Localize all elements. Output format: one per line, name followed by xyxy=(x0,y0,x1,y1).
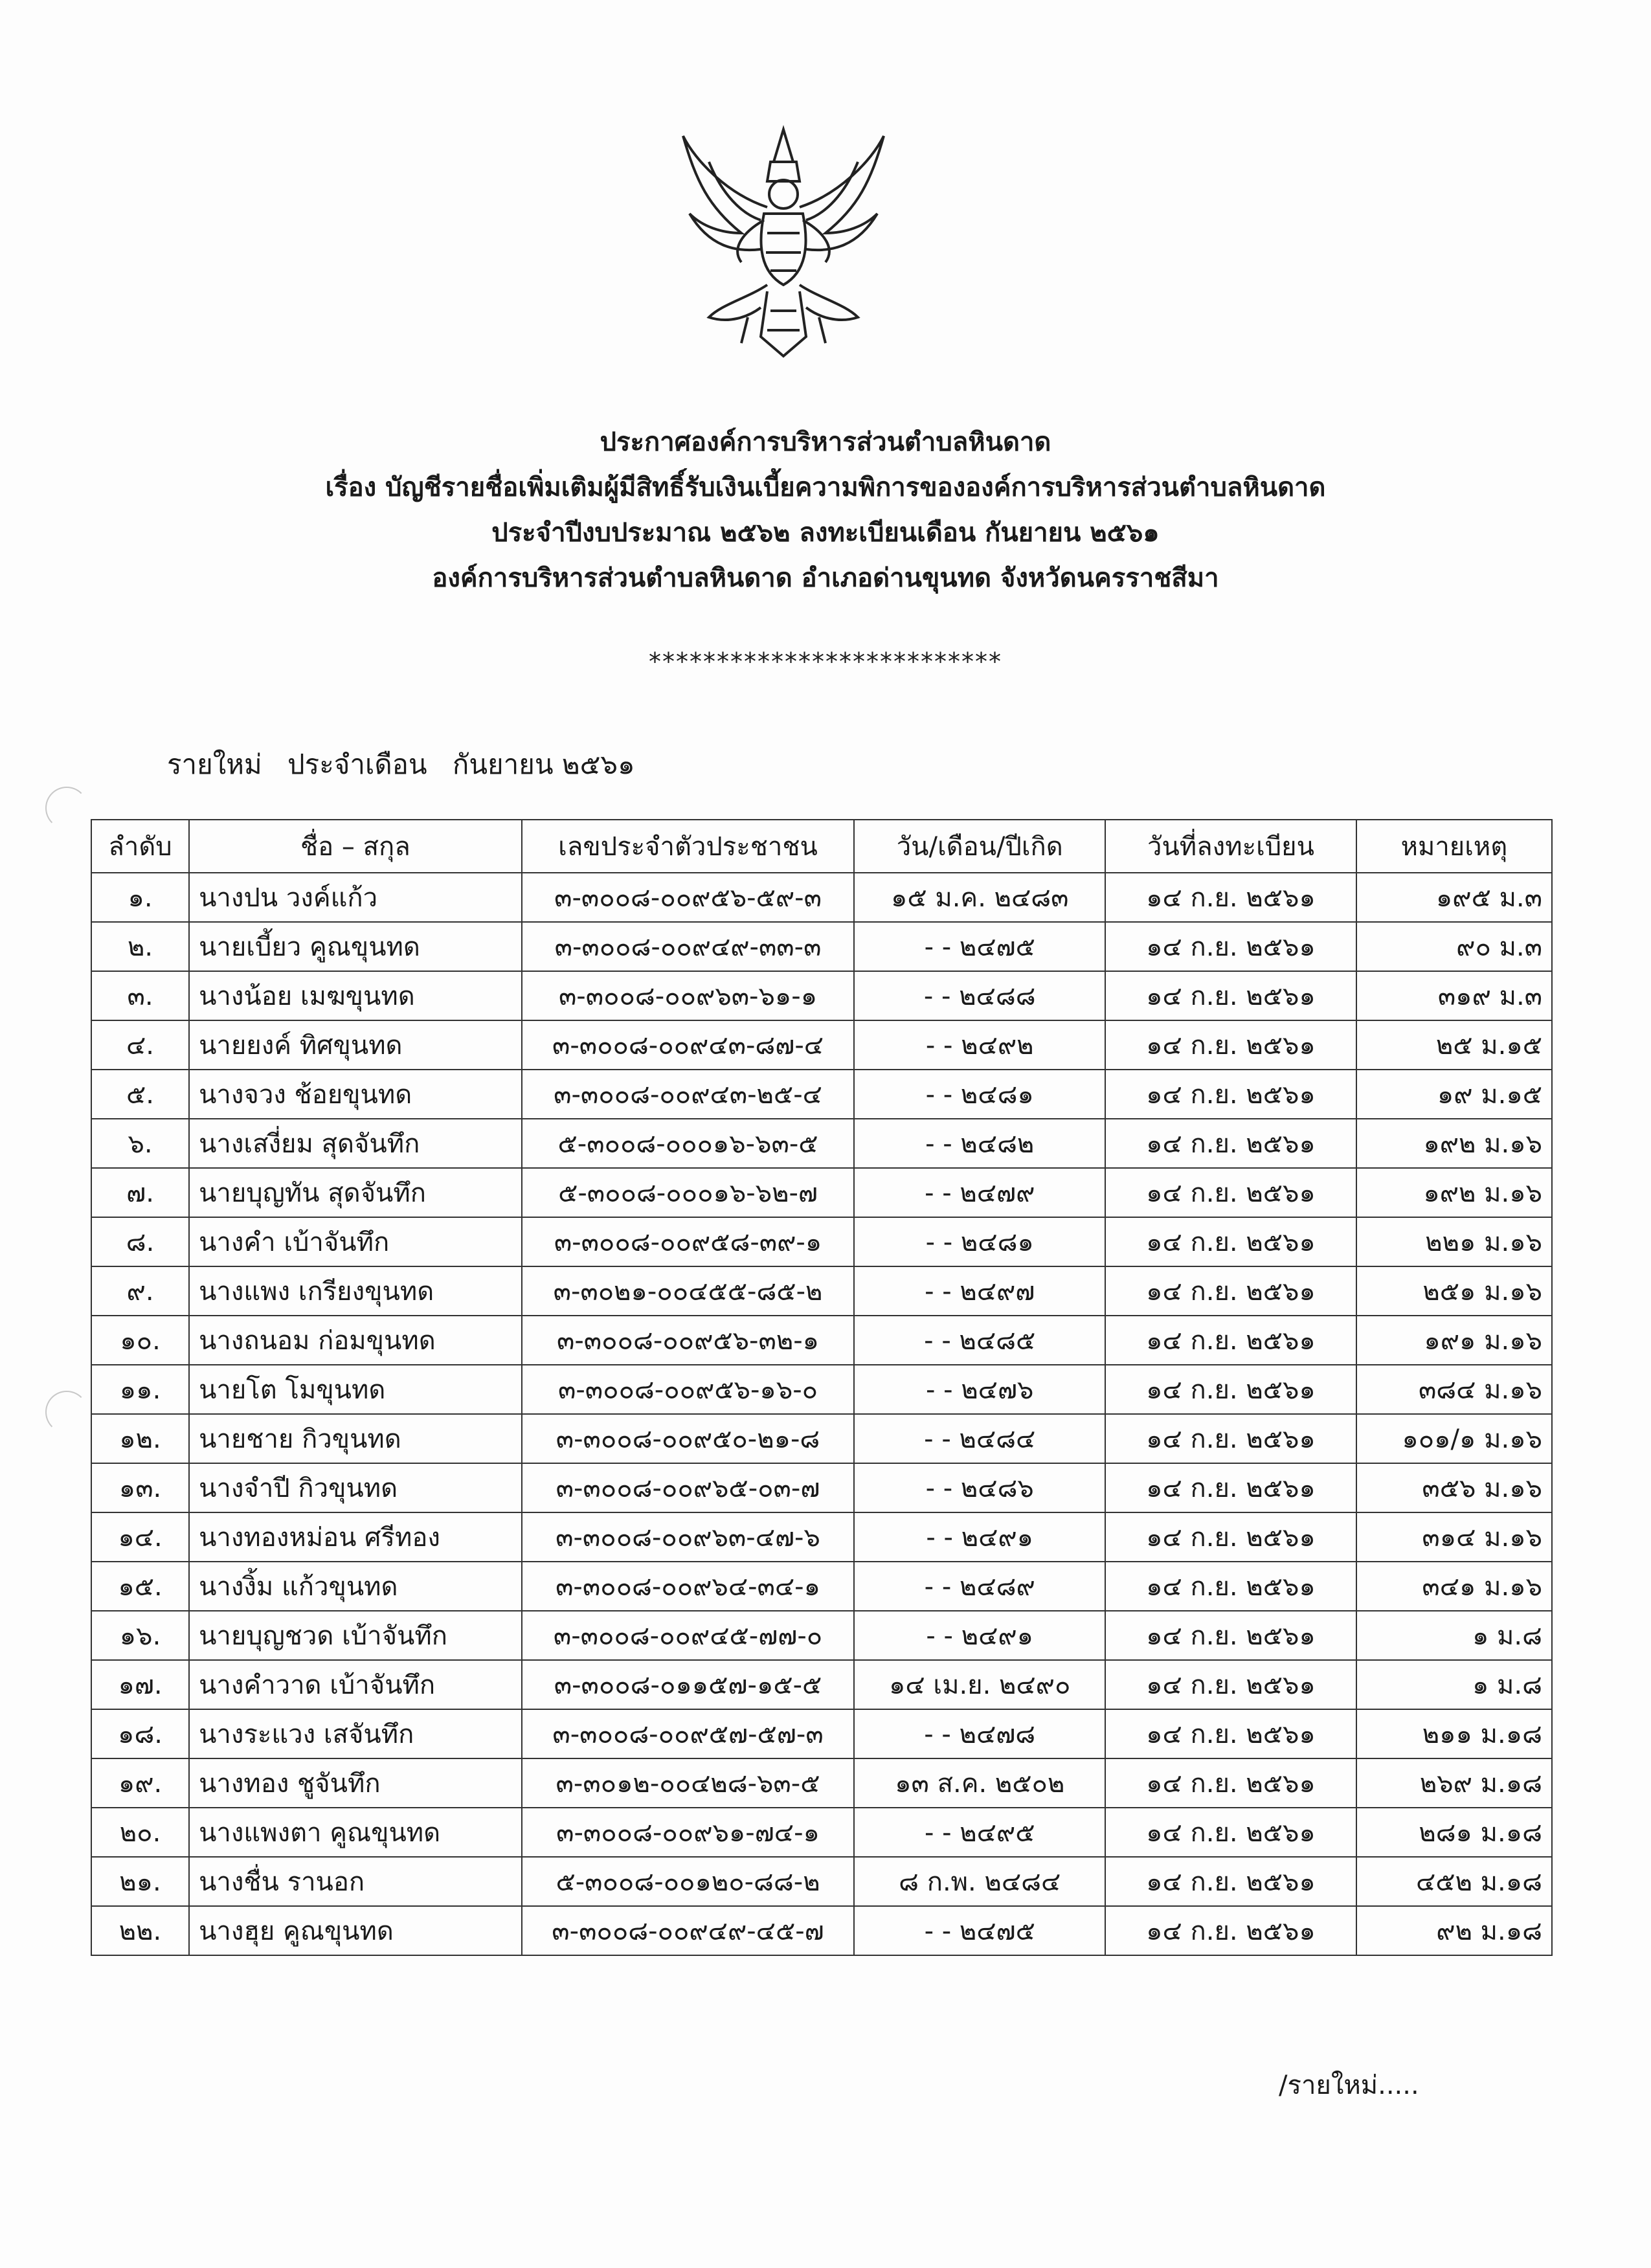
row-remark: ๓๑๙ ม.๓ xyxy=(1356,971,1552,1020)
row-name: นางเสงี่ยม สุดจันทึก xyxy=(189,1119,522,1168)
row-order: ๒. xyxy=(91,922,189,971)
row-remark: ๓๔๑ ม.๑๖ xyxy=(1356,1562,1552,1611)
row-name: นายบุญชวด เบ้าจันทึก xyxy=(189,1611,522,1660)
row-registration-date: ๑๔ ก.ย. ๒๕๖๑ xyxy=(1105,1316,1356,1365)
row-registration-date: ๑๔ ก.ย. ๒๕๖๑ xyxy=(1105,1070,1356,1119)
row-registration-date: ๑๔ ก.ย. ๒๕๖๑ xyxy=(1105,1512,1356,1562)
announcement-subject: เรื่อง บัญชีรายชื่อเพิ่มเติมผู้มีสิทธิ์รับเงินเบี้ยความพิการขององค์การบริหารส่วนตำบลหินดาด xyxy=(325,473,1326,502)
row-order: ๗. xyxy=(91,1168,189,1217)
header-id-number: เลขประจำตัวประชาชน xyxy=(522,820,855,873)
row-id-number: ๓-๓๐๐๘-๐๐๙๔๓-๒๕-๔ xyxy=(522,1070,855,1119)
row-order: ๓. xyxy=(91,971,189,1020)
continuation-note: /รายใหม่..... xyxy=(1279,2071,1419,2100)
row-birth-date: - - ๒๔๘๕ xyxy=(854,1316,1105,1365)
row-registration-date: ๑๔ ก.ย. ๒๕๖๑ xyxy=(1105,1808,1356,1857)
row-id-number: ๓-๓๐๐๘-๐๑๑๕๗-๑๕-๕ xyxy=(522,1660,855,1709)
row-birth-date: - - ๒๔๘๑ xyxy=(854,1070,1105,1119)
row-name: นายชาย กิวขุนทด xyxy=(189,1414,522,1463)
separator: ************************** xyxy=(649,647,1002,676)
row-remark: ๓๕๖ ม.๑๖ xyxy=(1356,1463,1552,1512)
table-row xyxy=(91,1660,1552,1709)
row-registration-date: ๑๔ ก.ย. ๒๕๖๑ xyxy=(1105,1020,1356,1070)
row-id-number: ๓-๓๐๐๘-๐๐๙๔๙-๓๓-๓ xyxy=(522,922,855,971)
row-remark: ๑๙ ม.๑๕ xyxy=(1356,1070,1552,1119)
table-row xyxy=(91,1217,1552,1266)
row-registration-date: ๑๔ ก.ย. ๒๕๖๑ xyxy=(1105,1906,1356,1955)
row-name: นางจำปี กิวขุนทด xyxy=(189,1463,522,1512)
row-name: นางน้อย เมฆขุนทด xyxy=(189,971,522,1020)
row-birth-date: ๑๕ ม.ค. ๒๔๘๓ xyxy=(854,873,1105,922)
row-order: ๑๖. xyxy=(91,1611,189,1660)
row-order: ๑๒. xyxy=(91,1414,189,1463)
table-row xyxy=(91,1758,1552,1808)
row-remark: ๑๙๒ ม.๑๖ xyxy=(1356,1119,1552,1168)
row-name: นายเบี้ยว คูณขุนทด xyxy=(189,922,522,971)
table-row xyxy=(91,1562,1552,1611)
row-birth-date: - - ๒๔๘๑ xyxy=(854,1217,1105,1266)
table-row xyxy=(91,1611,1552,1660)
row-birth-date: - - ๒๔๘๒ xyxy=(854,1119,1105,1168)
row-name: นางฮุย คูณขุนทด xyxy=(189,1906,522,1955)
row-name: นางทองหม่อน ศรีทอง xyxy=(189,1512,522,1562)
row-id-number: ๓-๓๐๒๑-๐๐๔๕๕-๘๕-๒ xyxy=(522,1266,855,1316)
row-registration-date: ๑๔ ก.ย. ๒๕๖๑ xyxy=(1105,1168,1356,1217)
row-birth-date: ๑๔ เม.ย. ๒๔๙๐ xyxy=(854,1660,1105,1709)
row-id-number: ๓-๓๐๐๘-๐๐๙๖๕-๐๓-๗ xyxy=(522,1463,855,1512)
punch-hole-mark xyxy=(45,787,88,829)
row-registration-date: ๑๔ ก.ย. ๒๕๖๑ xyxy=(1105,922,1356,971)
row-birth-date: - - ๒๔๗๖ xyxy=(854,1365,1105,1414)
row-order: ๕. xyxy=(91,1070,189,1119)
section-month-value: กันยายน ๒๕๖๑ xyxy=(452,748,635,780)
row-birth-date: - - ๒๔๗๙ xyxy=(854,1168,1105,1217)
row-id-number: ๓-๓๐๐๘-๐๐๙๕๖-๓๒-๑ xyxy=(522,1316,855,1365)
row-name: นางระแวง เสจันทึก xyxy=(189,1709,522,1758)
row-remark: ๒๒๑ ม.๑๖ xyxy=(1356,1217,1552,1266)
row-registration-date: ๑๔ ก.ย. ๒๕๖๑ xyxy=(1105,971,1356,1020)
row-birth-date: ๘ ก.พ. ๒๔๘๔ xyxy=(854,1857,1105,1906)
row-name: นางงิ้ม แก้วขุนทด xyxy=(189,1562,522,1611)
row-registration-date: ๑๔ ก.ย. ๒๕๖๑ xyxy=(1105,1414,1356,1463)
row-remark: ๑๐๑/๑ ม.๑๖ xyxy=(1356,1414,1552,1463)
row-remark: ๒๕ ม.๑๕ xyxy=(1356,1020,1552,1070)
row-name: นางคำ เบ้าจันทึก xyxy=(189,1217,522,1266)
row-registration-date: ๑๔ ก.ย. ๒๕๖๑ xyxy=(1105,1266,1356,1316)
row-remark: ๓๑๔ ม.๑๖ xyxy=(1356,1512,1552,1562)
row-order: ๘. xyxy=(91,1217,189,1266)
row-birth-date: - - ๒๔๘๔ xyxy=(854,1414,1105,1463)
row-order: ๖. xyxy=(91,1119,189,1168)
row-id-number: ๓-๓๐๐๘-๐๐๙๕๖-๕๙-๓ xyxy=(522,873,855,922)
table-row xyxy=(91,1906,1552,1955)
header-remark: หมายเหตุ xyxy=(1356,820,1552,873)
row-remark: ๑๙๕ ม.๓ xyxy=(1356,873,1552,922)
row-order: ๑๘. xyxy=(91,1709,189,1758)
row-id-number: ๓-๓๐๐๘-๐๐๙๕๐-๒๑-๘ xyxy=(522,1414,855,1463)
row-birth-date: - - ๒๔๘๖ xyxy=(854,1463,1105,1512)
table-row xyxy=(91,1512,1552,1562)
table-row xyxy=(91,1020,1552,1070)
row-registration-date: ๑๔ ก.ย. ๒๕๖๑ xyxy=(1105,1119,1356,1168)
punch-hole-mark xyxy=(45,1391,88,1433)
row-remark: ๒๕๑ ม.๑๖ xyxy=(1356,1266,1552,1316)
row-registration-date: ๑๔ ก.ย. ๒๕๖๑ xyxy=(1105,1217,1356,1266)
table-row xyxy=(91,1709,1552,1758)
registration-table xyxy=(91,819,1553,1956)
row-birth-date: - - ๒๔๗๕ xyxy=(854,1906,1105,1955)
row-order: ๑๓. xyxy=(91,1463,189,1512)
row-id-number: ๓-๓๐๐๘-๐๐๙๕๖-๑๖-๐ xyxy=(522,1365,855,1414)
row-name: นางทอง ชูจันทึก xyxy=(189,1758,522,1808)
row-id-number: ๓-๓๐๐๘-๐๐๙๔๓-๘๗-๔ xyxy=(522,1020,855,1070)
row-birth-date: - - ๒๔๙๑ xyxy=(854,1611,1105,1660)
section-month-label: ประจำเดือน xyxy=(287,748,427,780)
row-id-number: ๓-๓๐๐๘-๐๐๙๕๗-๕๗-๓ xyxy=(522,1709,855,1758)
table-row xyxy=(91,1463,1552,1512)
row-id-number: ๕-๓๐๐๘-๐๐๐๑๖-๖๓-๕ xyxy=(522,1119,855,1168)
row-id-number: ๓-๓๐๐๘-๐๐๙๖๓-๔๗-๖ xyxy=(522,1512,855,1562)
header-name: ชื่อ – สกุล xyxy=(189,820,522,873)
row-remark: ๒๑๑ ม.๑๘ xyxy=(1356,1709,1552,1758)
section-title xyxy=(167,743,652,786)
row-birth-date: - - ๒๔๘๘ xyxy=(854,971,1105,1020)
table-row xyxy=(91,1414,1552,1463)
row-order: ๒๒. xyxy=(91,1906,189,1955)
row-order: ๑๗. xyxy=(91,1660,189,1709)
table-row xyxy=(91,1808,1552,1857)
row-birth-date: - - ๒๔๘๙ xyxy=(854,1562,1105,1611)
row-registration-date: ๑๔ ก.ย. ๒๕๖๑ xyxy=(1105,1857,1356,1906)
row-remark: ๙๒ ม.๑๘ xyxy=(1356,1906,1552,1955)
row-id-number: ๓-๓๐๐๘-๐๐๙๔๙-๔๕-๗ xyxy=(522,1906,855,1955)
row-order: ๑๕. xyxy=(91,1562,189,1611)
row-remark: ๑ ม.๘ xyxy=(1356,1660,1552,1709)
row-id-number: ๓-๓๐๐๘-๐๐๙๖๑-๗๔-๑ xyxy=(522,1808,855,1857)
table-row xyxy=(91,1857,1552,1906)
table-row xyxy=(91,1266,1552,1316)
row-id-number: ๓-๓๐๐๘-๐๐๙๖๔-๓๔-๑ xyxy=(522,1562,855,1611)
row-id-number: ๓-๓๐๐๘-๐๐๙๖๓-๖๑-๑ xyxy=(522,971,855,1020)
row-id-number: ๓-๓๐๐๘-๐๐๙๕๘-๓๙-๑ xyxy=(522,1217,855,1266)
announcement-fiscal-year: ประจำปีงบประมาณ ๒๕๖๒ ลงทะเบียนเดือน กันยายน ๒๕๖๑ xyxy=(491,518,1160,548)
row-name: นายโต โมขุนทด xyxy=(189,1365,522,1414)
row-registration-date: ๑๔ ก.ย. ๒๕๖๑ xyxy=(1105,1463,1356,1512)
row-name: นางถนอม ก่อมขุนทด xyxy=(189,1316,522,1365)
row-remark: ๑ ม.๘ xyxy=(1356,1611,1552,1660)
table-row xyxy=(91,1365,1552,1414)
row-birth-date: - - ๒๔๗๕ xyxy=(854,922,1105,971)
header-birth-date: วัน/เดือน/ปีเกิด xyxy=(854,820,1105,873)
row-birth-date: ๑๓ ส.ค. ๒๕๐๒ xyxy=(854,1758,1105,1808)
row-registration-date: ๑๔ ก.ย. ๒๕๖๑ xyxy=(1105,1611,1356,1660)
row-id-number: ๓-๓๐๐๘-๐๐๙๔๕-๗๗-๐ xyxy=(522,1611,855,1660)
table-row xyxy=(91,1168,1552,1217)
row-name: นางแพง เกรียงขุนทด xyxy=(189,1266,522,1316)
row-registration-date: ๑๔ ก.ย. ๒๕๖๑ xyxy=(1105,1758,1356,1808)
row-name: นางจวง ช้อยขุนทด xyxy=(189,1070,522,1119)
row-name: นางปน วงค์แก้ว xyxy=(189,873,522,922)
row-registration-date: ๑๔ ก.ย. ๒๕๖๑ xyxy=(1105,873,1356,922)
row-birth-date: - - ๒๔๙๒ xyxy=(854,1020,1105,1070)
row-order: ๒๐. xyxy=(91,1808,189,1857)
table-row xyxy=(91,922,1552,971)
row-name: นายบุญทัน สุดจันทึก xyxy=(189,1168,522,1217)
row-registration-date: ๑๔ ก.ย. ๒๕๖๑ xyxy=(1105,1365,1356,1414)
table-row xyxy=(91,971,1552,1020)
row-name: นางแพงตา คูณขุนทด xyxy=(189,1808,522,1857)
row-name: นายยงค์ ทิศขุนทด xyxy=(189,1020,522,1070)
table-row xyxy=(91,1070,1552,1119)
table-row xyxy=(91,873,1552,922)
row-registration-date: ๑๔ ก.ย. ๒๕๖๑ xyxy=(1105,1562,1356,1611)
row-remark: ๔๕๒ ม.๑๘ xyxy=(1356,1857,1552,1906)
row-birth-date: - - ๒๔๙๗ xyxy=(854,1266,1105,1316)
row-name: นางชื่น รานอก xyxy=(189,1857,522,1906)
row-remark: ๑๙๒ ม.๑๖ xyxy=(1356,1168,1552,1217)
row-registration-date: ๑๔ ก.ย. ๒๕๖๑ xyxy=(1105,1709,1356,1758)
row-remark: ๑๙๑ ม.๑๖ xyxy=(1356,1316,1552,1365)
row-id-number: ๓-๓๐๑๒-๐๐๔๒๘-๖๓-๕ xyxy=(522,1758,855,1808)
row-birth-date: - - ๒๔๙๕ xyxy=(854,1808,1105,1857)
announcement-title: ประกาศองค์การบริหารส่วนตำบลหินดาด xyxy=(600,427,1051,457)
row-order: ๑๐. xyxy=(91,1316,189,1365)
header-order: ลำดับ xyxy=(91,820,189,873)
row-order: ๑. xyxy=(91,873,189,922)
row-birth-date: - - ๒๔๙๑ xyxy=(854,1512,1105,1562)
row-order: ๑๑. xyxy=(91,1365,189,1414)
announcement-organization: องค์การบริหารส่วนตำบลหินดาด อำเภอด่านขุนทด จังหวัดนครราชสีมา xyxy=(432,563,1219,593)
row-remark: ๒๖๙ ม.๑๘ xyxy=(1356,1758,1552,1808)
row-order: ๔. xyxy=(91,1020,189,1070)
row-remark: ๓๘๔ ม.๑๖ xyxy=(1356,1365,1552,1414)
header-registration-date: วันที่ลงทะเบียน xyxy=(1105,820,1356,873)
section-label: รายใหม่ xyxy=(167,748,262,780)
row-order: ๑๙. xyxy=(91,1758,189,1808)
row-remark: ๙๐ ม.๓ xyxy=(1356,922,1552,971)
table-header-row xyxy=(91,820,1552,873)
table-row xyxy=(91,1316,1552,1365)
row-birth-date: - - ๒๔๗๘ xyxy=(854,1709,1105,1758)
row-order: ๑๔. xyxy=(91,1512,189,1562)
garuda-emblem xyxy=(670,123,897,369)
row-name: นางคำวาด เบ้าจันทึก xyxy=(189,1660,522,1709)
row-id-number: ๕-๓๐๐๘-๐๐๑๒๐-๘๘-๒ xyxy=(522,1857,855,1906)
row-order: ๙. xyxy=(91,1266,189,1316)
row-order: ๒๑. xyxy=(91,1857,189,1906)
table-row xyxy=(91,1119,1552,1168)
row-id-number: ๕-๓๐๐๘-๐๐๐๑๖-๖๒-๗ xyxy=(522,1168,855,1217)
row-registration-date: ๑๔ ก.ย. ๒๕๖๑ xyxy=(1105,1660,1356,1709)
row-remark: ๒๘๑ ม.๑๘ xyxy=(1356,1808,1552,1857)
